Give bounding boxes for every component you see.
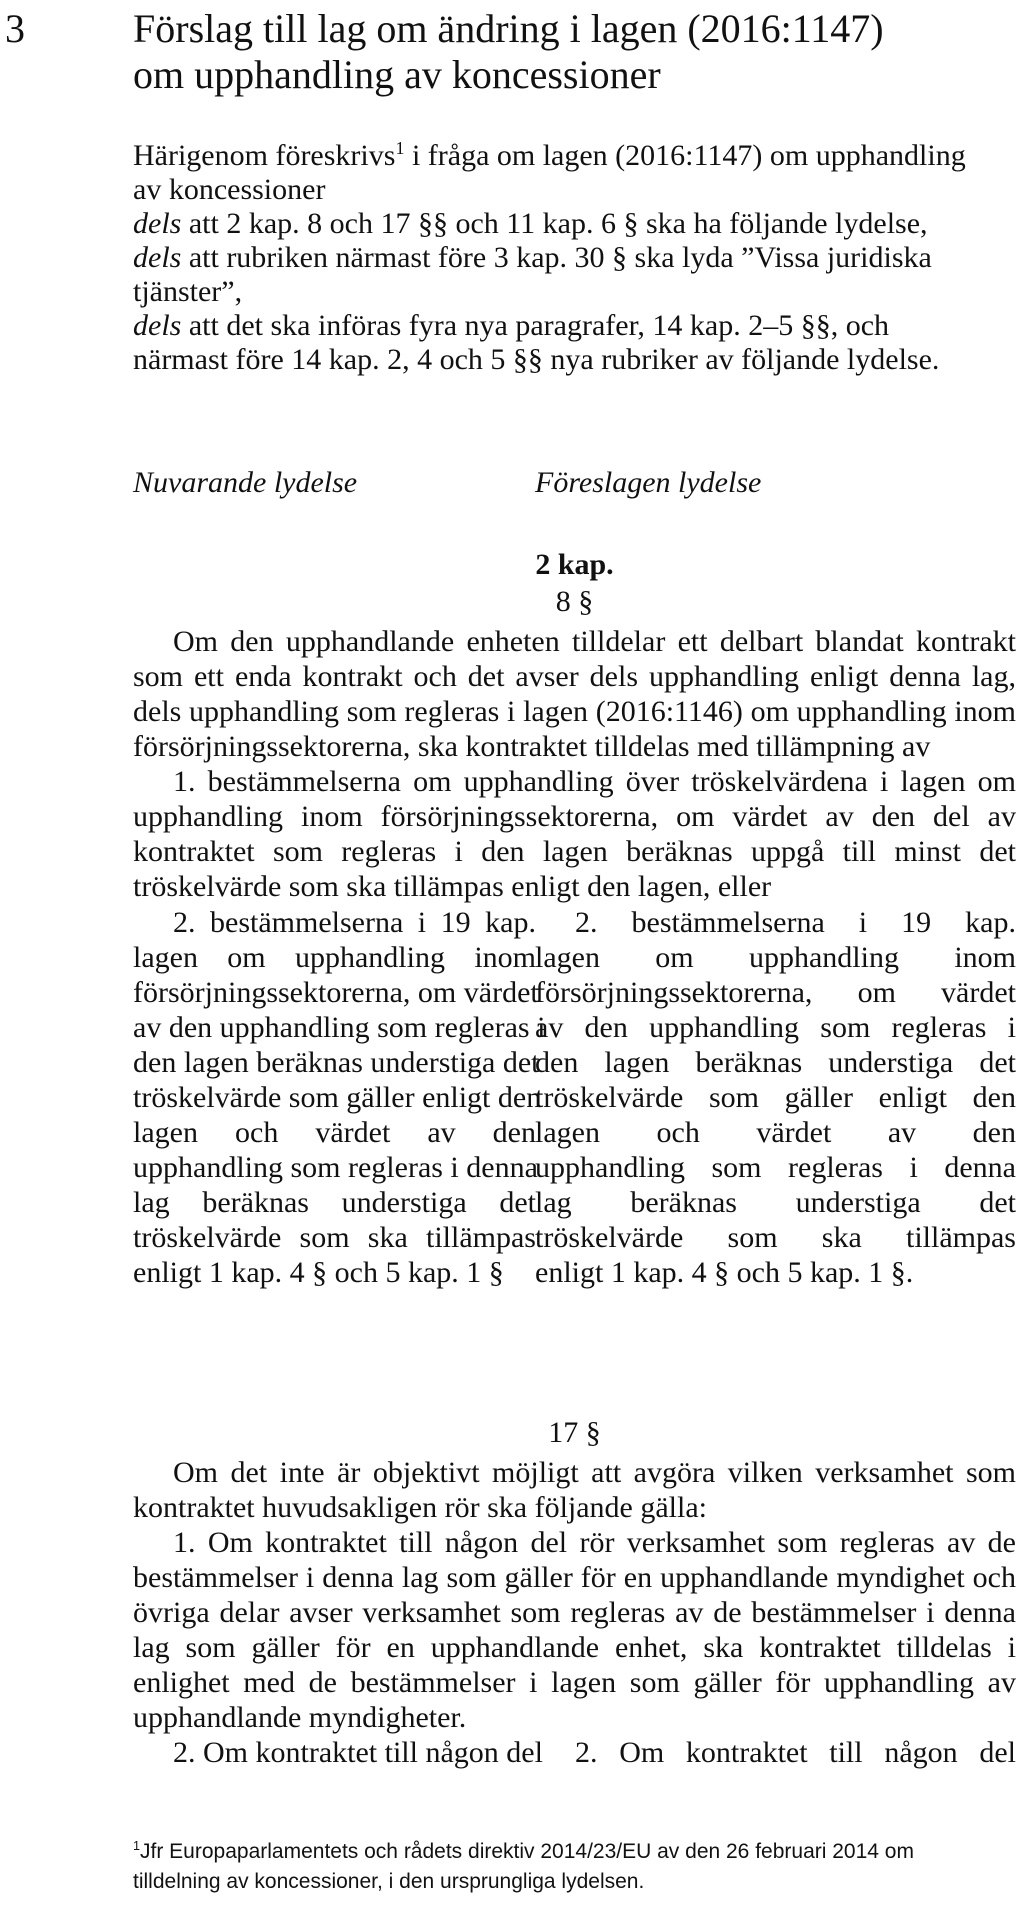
intro-line: tjänster”, [133, 275, 243, 308]
dels-label: dels [133, 309, 182, 342]
text-line: tröskelvärde som gäller enligt den [535, 1081, 1016, 1114]
text-line: lagen om upphandling inom [535, 941, 1016, 974]
text-line: kontraktet huvudsakligen rör ska följande gälla: [133, 1491, 707, 1524]
text-line: försörjningssektorerna, om värdet [535, 976, 1016, 1009]
text-line: upphandling inom försörjningssektorerna, om värdet av den del av [133, 800, 1016, 833]
text-line: den lagen beräknas understiga det [133, 1046, 540, 1079]
text-line: 2. Om kontraktet till någon del [575, 1736, 1016, 1769]
proposed-wording-column-17 [535, 1735, 1016, 1770]
footnote-ref: 1 [395, 138, 405, 158]
title-line: Förslag till lag om ändring i lagen (2016:1147) [133, 6, 884, 51]
intro-line: av koncessioner [133, 173, 326, 206]
text-line: tröskelvärde som ska tillämpas [133, 1221, 536, 1254]
text-line: Om den upphandlande enheten tilldelar ett delbart blandat kontrakt [173, 625, 1016, 658]
text-line: upphandling som regleras i denna [535, 1151, 1016, 1184]
text-line: försörjningssektorerna, ska kontraktet tilldelas med tillämpning av [133, 730, 931, 763]
column-heading-proposed: Föreslagen lydelse [535, 466, 762, 499]
paragraph-heading-17: 17 § [548, 1416, 601, 1449]
intro-text: Härigenom föreskrivs [133, 139, 396, 172]
text-line: dels upphandling som regleras i lagen (2016:1146) om upphandling inom [133, 695, 1016, 728]
footnote-text: Jfr Europaparlamentets och rådets direktiv 2014/23/EU av den 26 februari 2014 om [140, 1840, 914, 1863]
text-line: av den upphandling som regleras i [535, 1011, 1016, 1044]
text-line: lagen om upphandling inom [133, 941, 536, 974]
paragraph-17-text [133, 1455, 1016, 1735]
text-line: enligt 1 kap. 4 § och 5 kap. 1 § [133, 1256, 504, 1289]
text-line: tröskelvärde som gäller enligt den [133, 1081, 542, 1114]
text-line: som ett enda kontrakt och det avser dels upphandling enligt denna lag, [133, 660, 1016, 693]
text-line: kontraktet som regleras i den lagen beräknas uppgå till minst det [133, 835, 1016, 868]
intro-line [133, 139, 1016, 173]
dels-label: dels [133, 207, 182, 240]
text-line: av den upphandling som regleras i [133, 1011, 546, 1044]
intro-text: i fråga om lagen (2016:1147) om upphandling [404, 139, 966, 172]
intro-line [133, 309, 1016, 343]
dels-label: dels [133, 241, 182, 274]
footnote-line: tilldelning av koncessioner, i den ursprungliga lydelsen. [133, 1870, 645, 1893]
text-line: 1. Om kontraktet till någon del rör verksamhet som regleras av de [173, 1526, 1016, 1559]
current-wording-column [133, 905, 546, 1290]
text-line: lag beräknas understiga det [535, 1186, 1016, 1219]
text-line: 2. bestämmelserna i 19 kap. [173, 906, 536, 939]
footnote-line [133, 1837, 1016, 1867]
text-line: den lagen beräknas understiga det [535, 1046, 1016, 1079]
column-heading-current: Nuvarande lydelse [133, 466, 358, 499]
text-line: lag som gäller för en upphandlande enhet, ska kontraktet tilldelas i [133, 1631, 1016, 1664]
page-title [133, 6, 1003, 98]
text-line: Om det inte är objektivt möjligt att avgöra vilken verksamhet som [173, 1456, 1016, 1489]
text-line: 1. bestämmelserna om upphandling över tröskelvärdena i lagen om [173, 765, 1016, 798]
text-line: 2. Om kontraktet till någon del [173, 1736, 543, 1769]
text-line: lagen och värdet av den [535, 1116, 1016, 1149]
intro-text: att rubriken närmast före 3 kap. 30 § ska lyda ”Vissa juridiska [188, 241, 932, 274]
chapter-heading: 2 kap. [535, 548, 614, 581]
text-line: tröskelvärde som ska tillämpas [535, 1221, 1016, 1254]
paragraph-8-text [133, 624, 1016, 904]
text-line: lagen och värdet av den [133, 1116, 536, 1149]
text-line: enligt 1 kap. 4 § och 5 kap. 1 §. [535, 1256, 914, 1289]
paragraph-heading-8: 8 § [555, 585, 594, 618]
intro-text: att 2 kap. 8 och 17 §§ och 11 kap. 6 § ska ha följande lydelse, [188, 207, 928, 240]
proposed-wording-column [535, 905, 1016, 1290]
intro-line [133, 241, 1016, 275]
intro-line: närmast före 14 kap. 2, 4 och 5 §§ nya rubriker av följande lydelse. [133, 343, 940, 376]
text-line: 2. bestämmelserna i 19 kap. [575, 906, 1016, 939]
footnote [133, 1837, 1016, 1897]
text-line: enlighet med de bestämmelser i lagen som gäller för upphandling av [133, 1666, 1016, 1699]
text-line: övriga delar avser verksamhet som regleras av de bestämmelser i denna [133, 1596, 1016, 1629]
footnote-mark: 1 [133, 1839, 141, 1853]
text-line: försörjningssektorerna, om värdet [133, 976, 539, 1009]
text-line: lag beräknas understiga det [133, 1186, 536, 1219]
current-wording-column-17 [133, 1735, 543, 1770]
text-line: bestämmelser i denna lag som gäller för en upphandlande myndighet och [133, 1561, 1016, 1594]
text-line: tröskelvärde som ska tillämpas enligt den lagen, eller [133, 870, 772, 903]
title-line: om upphandling av koncessioner [133, 52, 661, 97]
text-line: upphandling som regleras i denna [133, 1151, 538, 1184]
intro-paragraph [133, 139, 1016, 377]
section-number: 3 [5, 6, 25, 51]
intro-text: att det ska införas fyra nya paragrafer, 14 kap. 2–5 §§, och [188, 309, 890, 342]
text-line: upphandlande myndigheter. [133, 1701, 467, 1734]
intro-line [133, 207, 1016, 241]
